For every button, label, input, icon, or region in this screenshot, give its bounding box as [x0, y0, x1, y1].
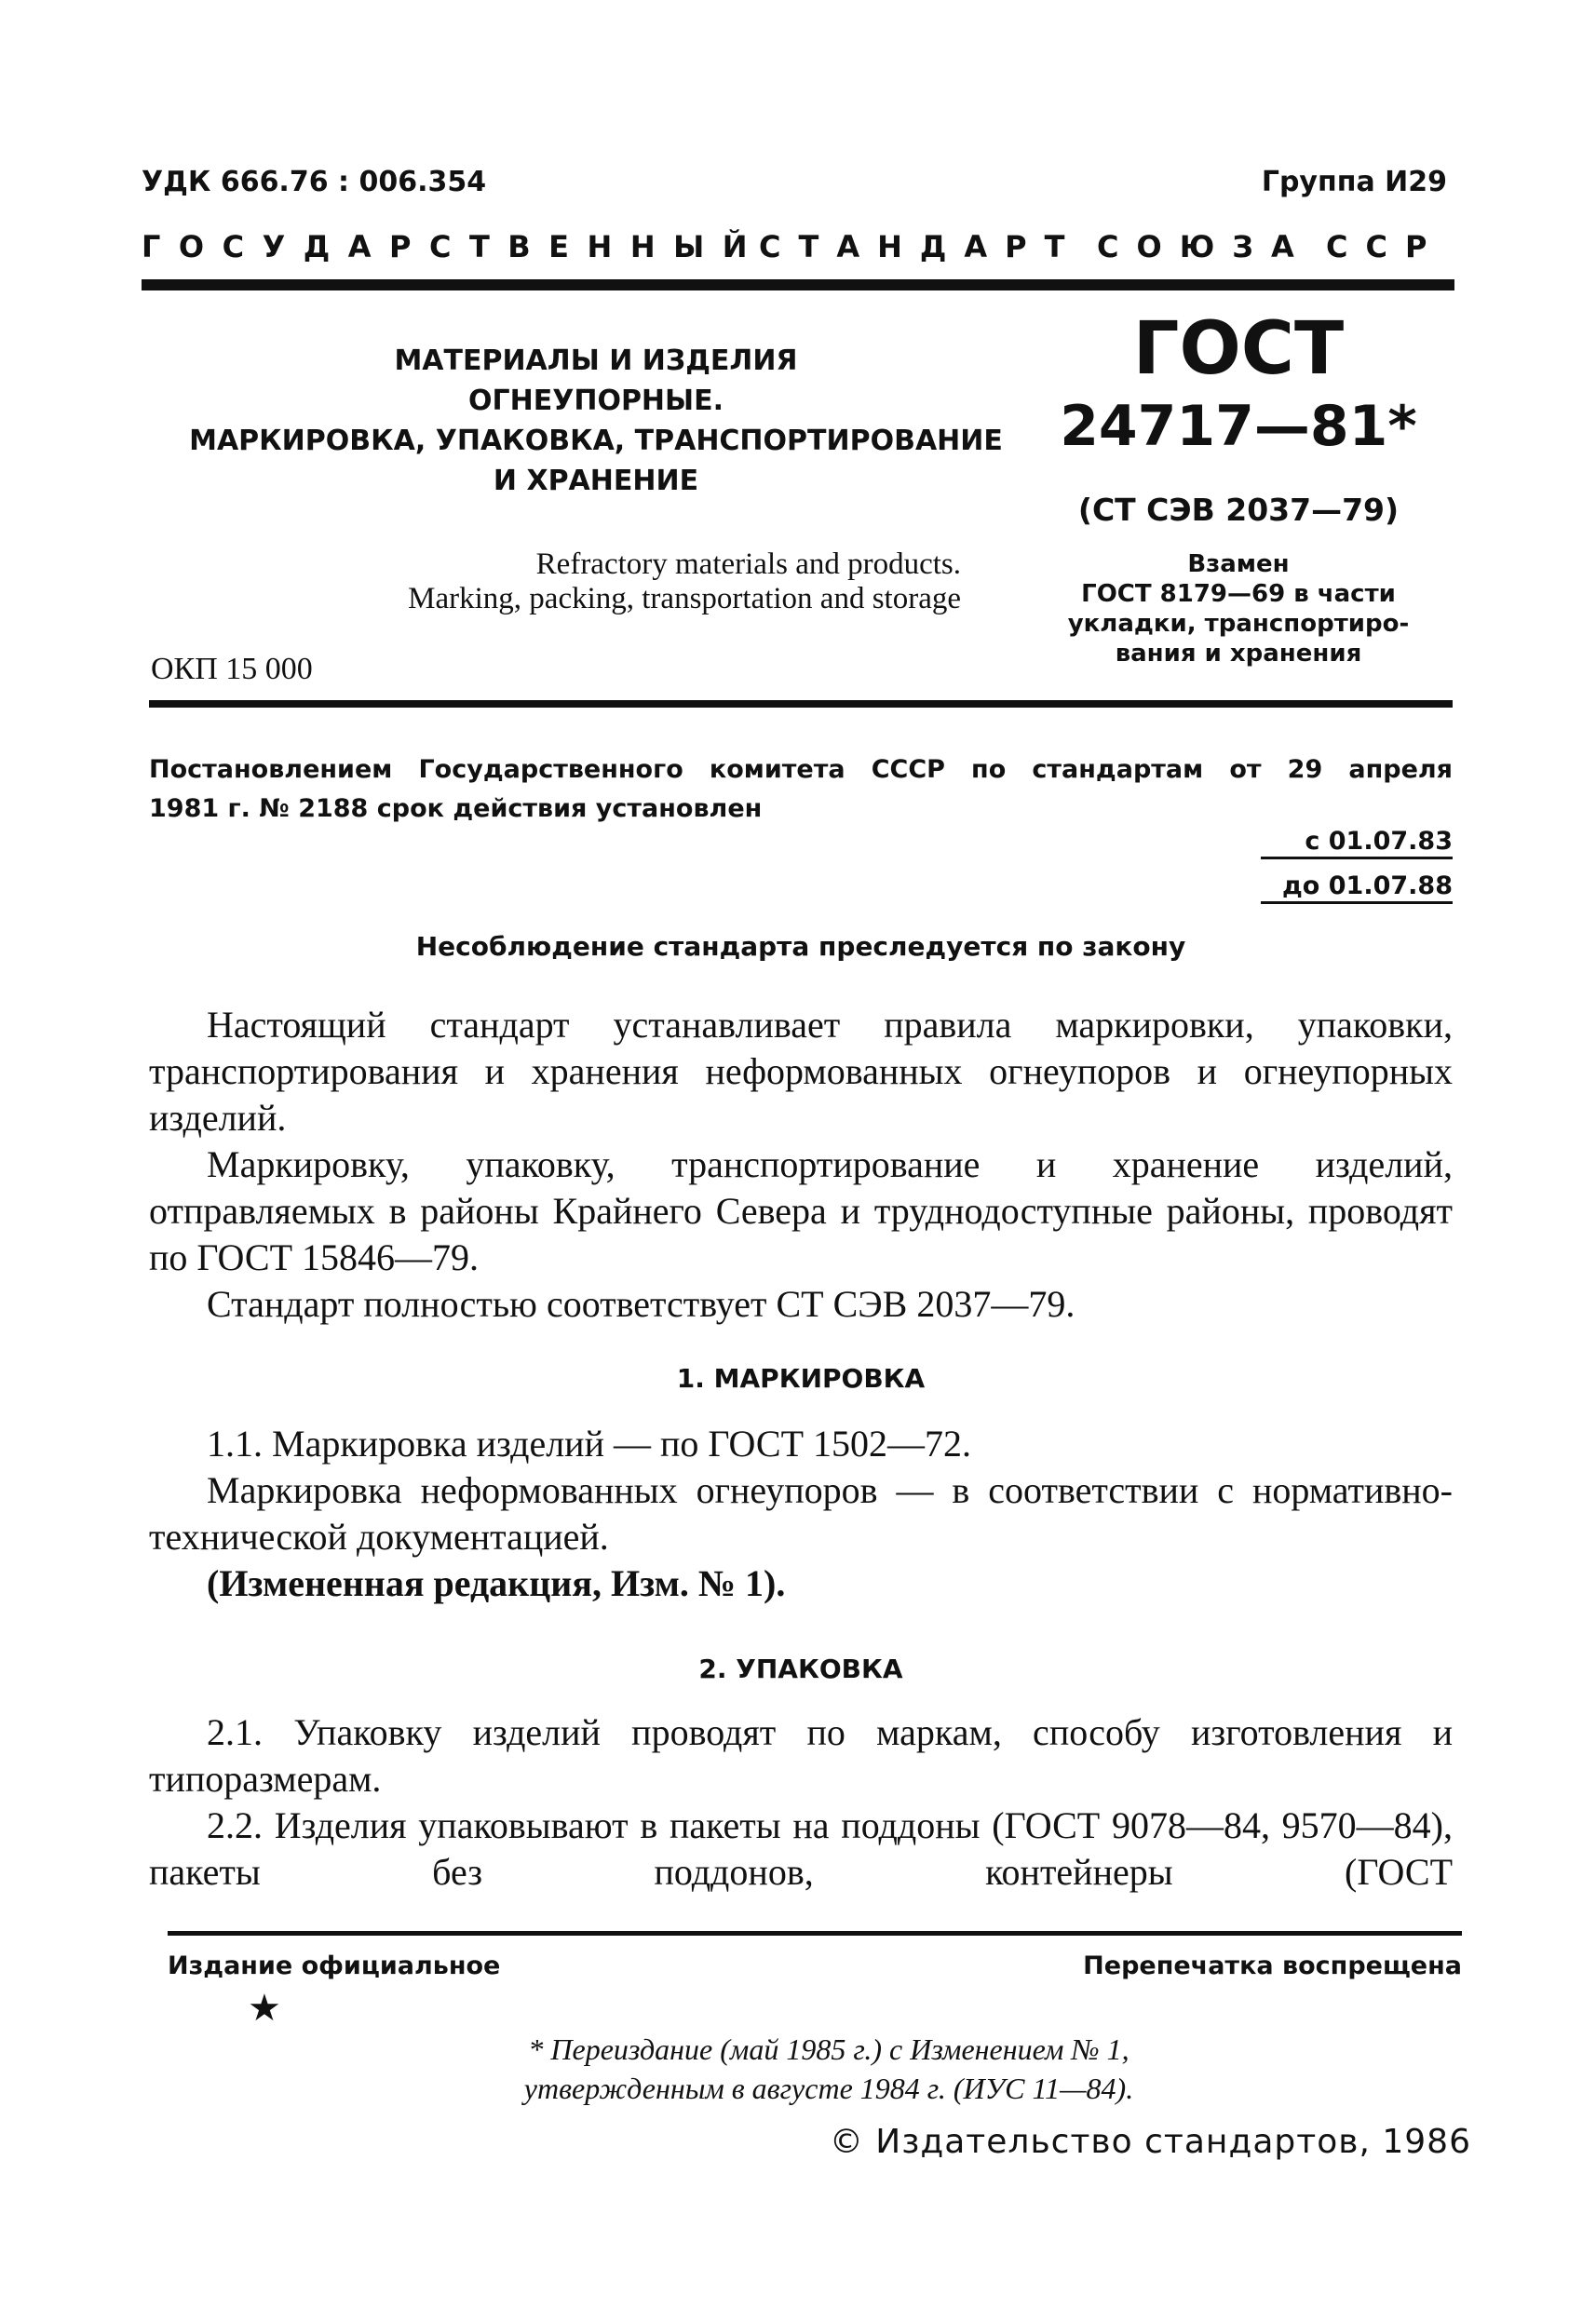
banner-word-1: ГОСУДАРСТВЕННЫЙ [142, 229, 766, 264]
english-line-1: Refractory materials and products. [535, 547, 961, 581]
replaces-line-1: Взамен [1187, 550, 1290, 578]
udk-code: УДК 666.76 : 006.354 [142, 166, 487, 198]
replaces-line-4: вания и хранения [1115, 640, 1362, 668]
section-2-heading: 2. УПАКОВКА [698, 1654, 903, 1684]
reissue-line-1: * Переиздание (май 1985 г.) с Изменением № 1, [528, 2032, 1129, 2066]
copyright: © Издательство стандартов, 1986 [829, 2123, 1471, 2161]
group-code: Группа И29 [1261, 166, 1447, 198]
legal-warning: Несоблюдение стандарта преследуется по закону [415, 931, 1186, 962]
title-line-1: МАТЕРИАЛЫ И ИЗДЕЛИЯ [394, 344, 798, 377]
decree-line-2: 1981 г. № 2188 срок действия установлен [149, 794, 763, 823]
replaces-line-2: ГОСТ 8179—69 в части [1081, 580, 1396, 608]
no-reprint-label: Перепечатка воспрещена [1083, 1951, 1462, 1980]
section-2-paragraph-1: 2.1. Упаковку изделий проводят по маркам, способу изготовления и типоразмерам. [149, 1711, 1453, 1800]
footer-rule [168, 1931, 1462, 1936]
section-1-amendment: (Измененная редакция, Изм. № 1). [207, 1562, 786, 1604]
title-line-2: ОГНЕУПОРНЫЕ. [467, 385, 724, 417]
title-line-3: МАРКИРОВКА, УПАКОВКА, ТРАНСПОРТИРОВАНИЕ [189, 425, 1003, 457]
reissue-note [363, 2030, 1294, 2108]
section-1-body [149, 1421, 1453, 1607]
intro-paragraph-1: Настоящий стандарт устанавливает правила маркировки, упаковки, транспортирования и хранения неформованных огнеупоров и огнеупорных изделий. [149, 1004, 1453, 1139]
title-block-rule [149, 700, 1453, 708]
effective-from: с 01.07.83 [1305, 827, 1453, 856]
effective-from-rule [1261, 857, 1453, 859]
header-rule-thick [142, 279, 1454, 290]
st-sev-reference: (СТ СЭВ 2037—79) [1077, 492, 1400, 528]
star-icon: ★ [248, 1987, 281, 2030]
state-standard-banner [142, 229, 1447, 270]
banner-word-3: СОЮЗА [1097, 229, 1312, 264]
gost-number: 24717—81* [1060, 394, 1417, 459]
banner-word-4: ССР [1326, 229, 1445, 264]
section-1-paragraph-2: Маркировка неформованных огнеупоров — в соответствии с нормативно-технической документацией. [149, 1469, 1453, 1558]
effective-to: до 01.07.88 [1282, 871, 1453, 900]
decree-text [149, 750, 1453, 829]
okp-code: ОКП 15 000 [151, 652, 313, 686]
gost-label: ГОСТ [1132, 307, 1345, 391]
effective-to-rule [1261, 901, 1453, 904]
section-1-heading: 1. МАРКИРОВКА [676, 1363, 926, 1394]
reissue-line-2: утвержденным в августе 1984 г. (ИУС 11—84). [523, 2072, 1134, 2105]
decree-line-1: Постановлением Государственного комитета СССР по стандартам от 29 апреля [149, 755, 1453, 784]
section-1-paragraph-1: 1.1. Маркировка изделий — по ГОСТ 1502—72. [207, 1423, 972, 1465]
replaces-line-3: укладки, транспортиро- [1067, 610, 1410, 638]
title-line-4: И ХРАНЕНИЕ [493, 465, 699, 497]
replaces-note [1034, 549, 1443, 668]
intro-text [149, 1002, 1453, 1328]
english-title [168, 547, 961, 616]
section-2-paragraph-2: 2.2. Изделия упаковывают в пакеты на поддоны (ГОСТ 9078—84, 9570—84), пакеты без поддонов, контейнеры (ГОСТ [149, 1804, 1453, 1893]
section-2-body [149, 1709, 1453, 1896]
english-line-2: Marking, packing, transportation and storage [408, 582, 961, 615]
intro-paragraph-3: Стандарт полностью соответствует СТ СЭВ 2037—79. [207, 1283, 1075, 1325]
document-title [168, 341, 1024, 501]
intro-paragraph-2: Маркировку, упаковку, транспортирование и хранение изделий, отправляемых в районы Крайнего Севера и труднодоступные районы, проводят по ГОСТ 15846—79. [149, 1143, 1453, 1278]
banner-word-2: СТАНДАРТ [759, 229, 1083, 264]
official-edition-label: Издание официальное [168, 1951, 501, 1980]
